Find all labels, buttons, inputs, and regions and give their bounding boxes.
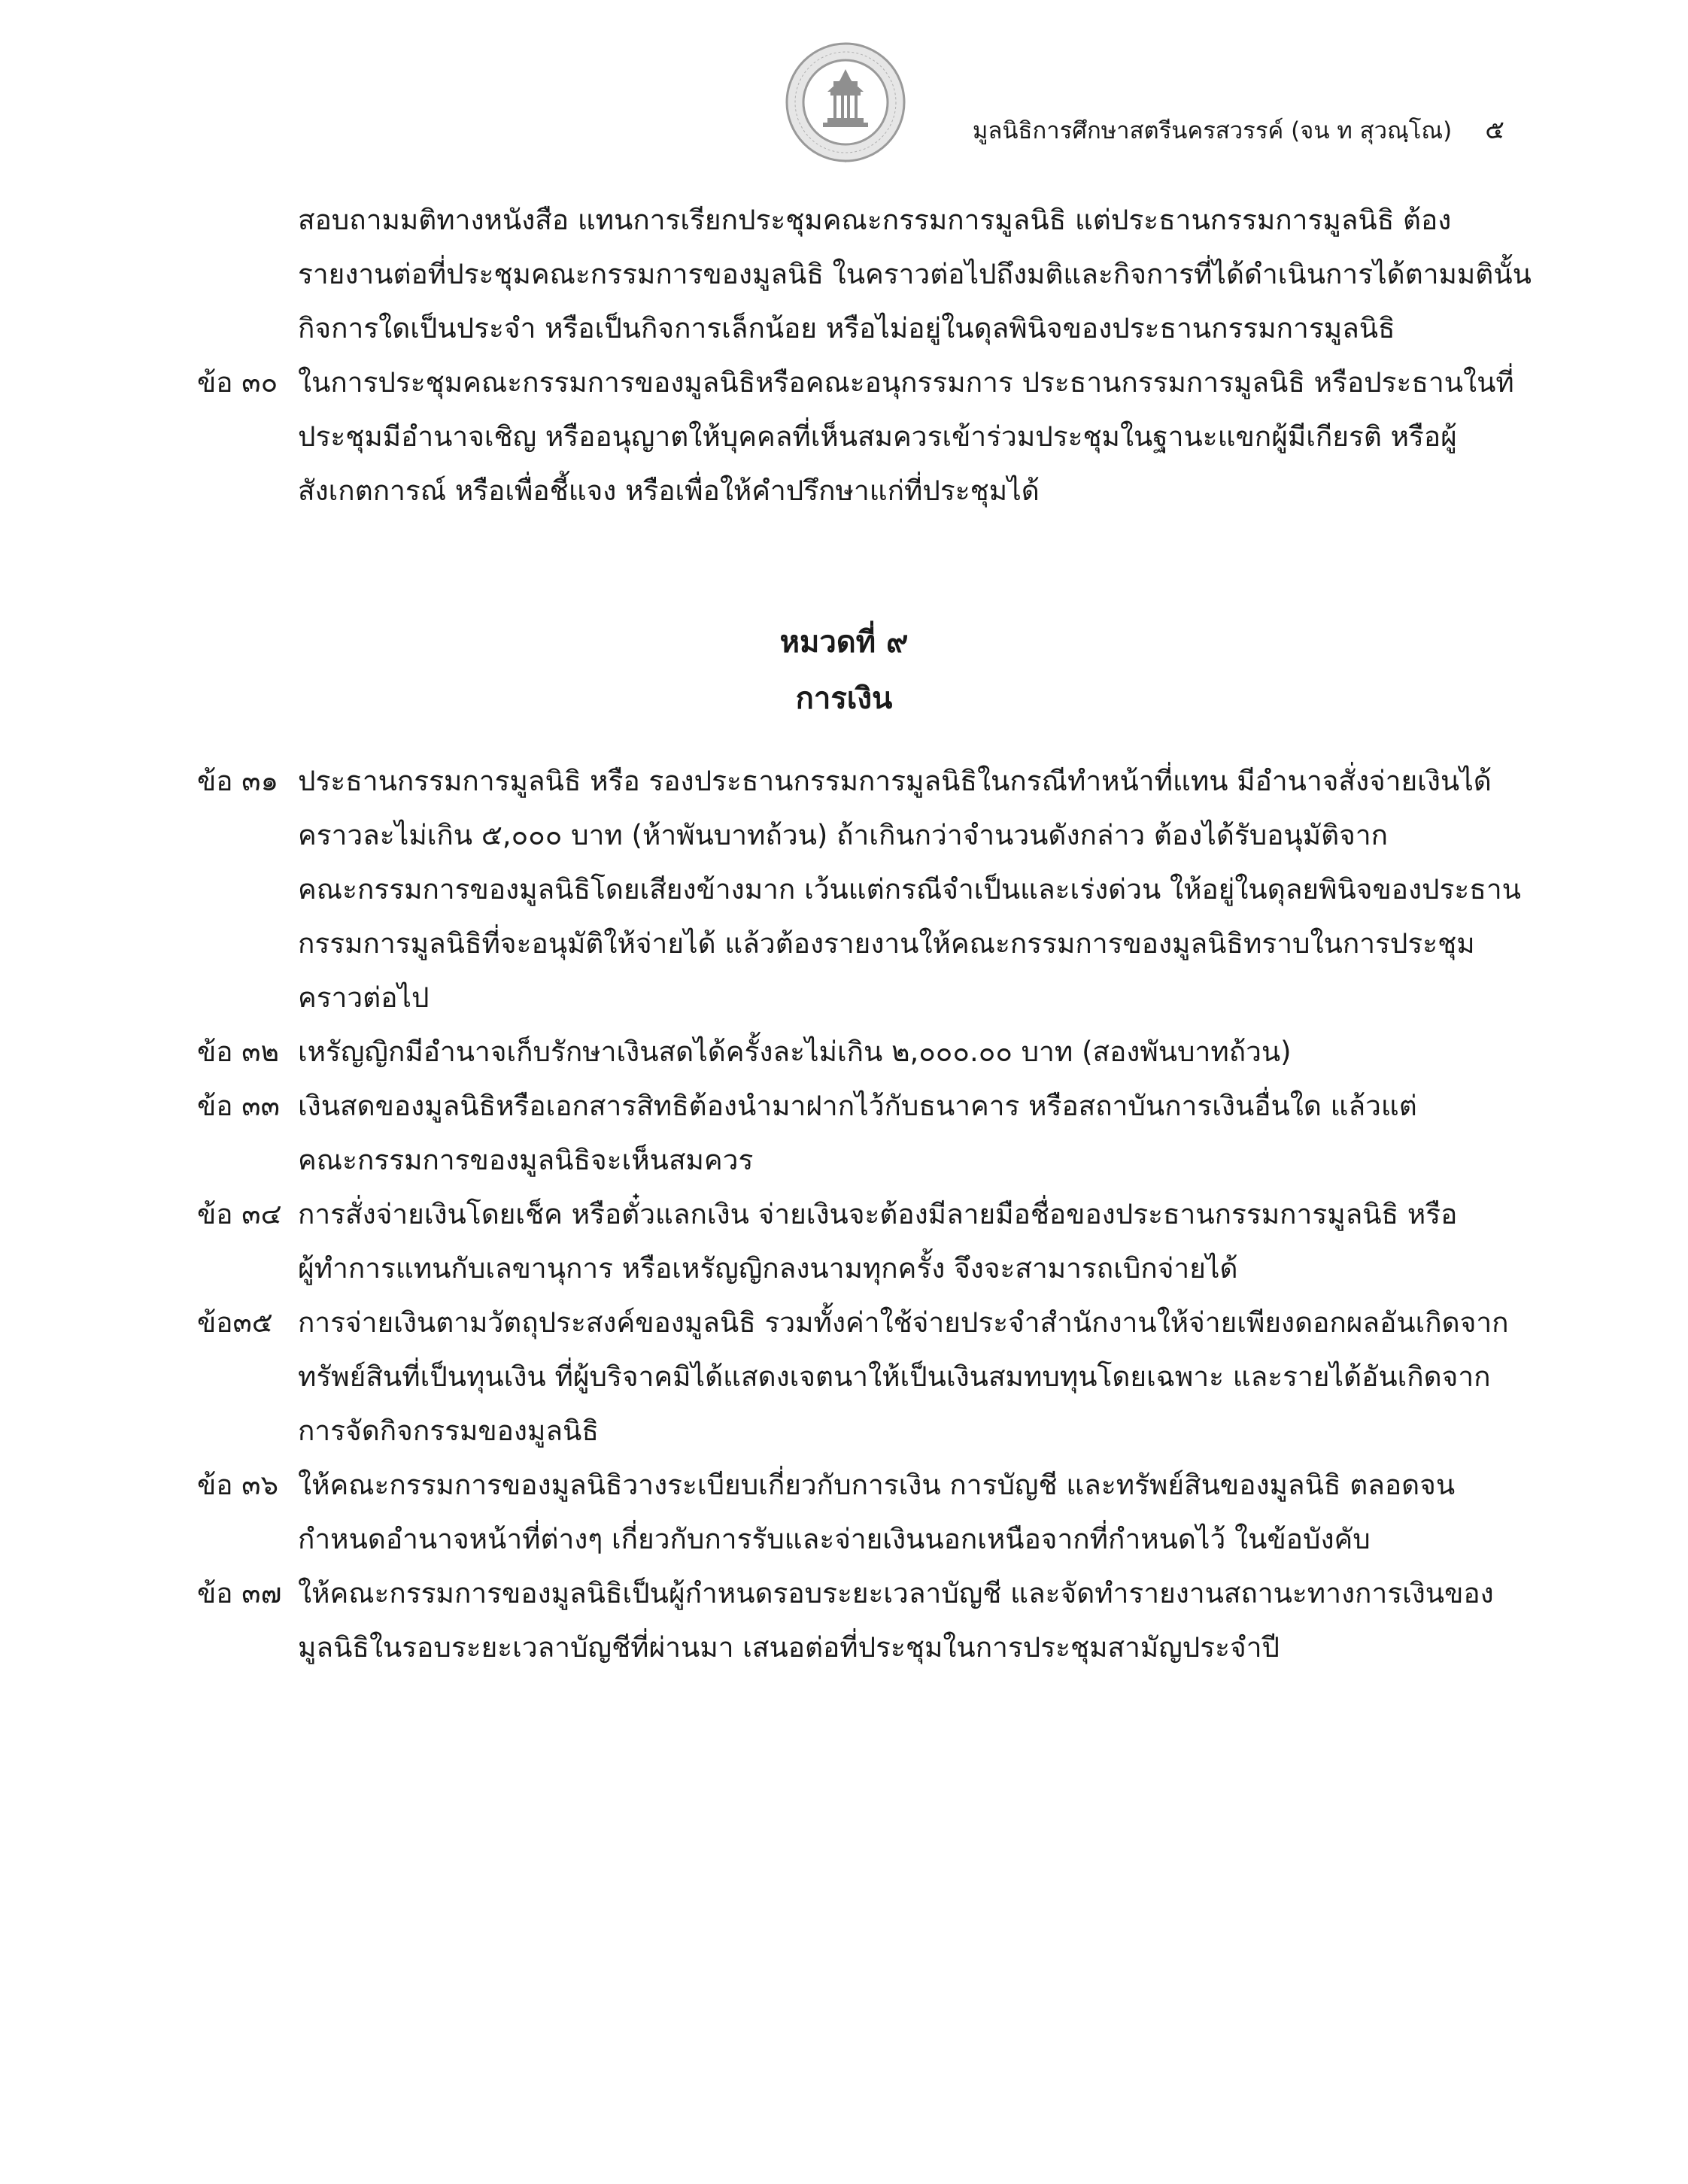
body-line: เงินสดของมูลนิธิหรือเอกสารสิทธิต้องนำมาฝากไว้กับธนาคาร หรือสถาบันการเงินอื่นใด แล้วแต่ — [298, 1090, 1417, 1122]
clause-label: ข้อ ๓๒ — [197, 1036, 279, 1068]
body-line: ประธานกรรมการมูลนิธิ หรือ รองประธานกรรมการมูลนิธิในกรณีทำหน้าที่แทน มีอำนาจสั่งจ่ายเงินได้ — [298, 765, 1492, 797]
body-line: เหรัญญิกมีอำนาจเก็บรักษาเงินสดได้ครั้งละไม่เกิน ๒,๐๐๐.๐๐ บาท (สองพันบาทถ้วน) — [298, 1036, 1292, 1068]
body-line: ผู้ทำการแทนกับเลขานุการ หรือเหรัญญิกลงนามทุกครั้ง จึงจะสามารถเบิกจ่ายได้ — [298, 1252, 1238, 1285]
body-line: กรรมการมูลนิธิที่จะอนุมัติให้จ่ายได้ แล้วต้องรายงานให้คณะกรรมการของมูลนิธิทราบในการประชุม — [298, 927, 1475, 960]
body-line: กำหนดอำนาจหน้าที่ต่างๆ เกี่ยวกับการรับและจ่ายเงินนอกเหนือจากที่กำหนดไว้ ในข้อบังคับ — [298, 1523, 1371, 1555]
clause-label: ข้อ ๓๑ — [197, 765, 279, 797]
body-line: การสั่งจ่ายเงินโดยเช็ค หรือตั๋วแลกเงิน จ่ายเงินจะต้องมีลายมือชื่อของประธานกรรมการมูลนิธิ หรือ — [298, 1198, 1458, 1230]
body-line: การจ่ายเงินตามวัตถุประสงค์ของมูลนิธิ รวมทั้งค่าใช้จ่ายประจำสำนักงานให้จ่ายเพียงดอกผลอันเกิดจาก — [298, 1306, 1509, 1339]
body-line: สอบถามมติทางหนังสือ แทนการเรียกประชุมคณะกรรมการมูลนิธิ แต่ประธานกรรมการมูลนิธิ ต้อง — [298, 204, 1452, 236]
body-line: คณะกรรมการของมูลนิธิจะเห็นสมควร — [298, 1144, 754, 1176]
body-line: การจัดกิจกรรมของมูลนิธิ — [298, 1415, 599, 1447]
body-line: กิจการใดเป็นประจำ หรือเป็นกิจการเล็กน้อย หรือไม่อยู่ในดุลพินิจของประธานกรรมการมูลนิธิ — [298, 312, 1395, 344]
clause-label: ข้อ ๓๓ — [197, 1090, 280, 1122]
clause-label: ข้อ ๓๔ — [197, 1198, 282, 1230]
body-line: รายงานต่อที่ประชุมคณะกรรมการของมูลนิธิ ในคราวต่อไปถึงมติและกิจการที่ได้ดำเนินการได้ตามมตินั้น — [298, 258, 1532, 290]
body-line: ให้คณะกรรมการของมูลนิธิวางระเบียบเกี่ยวกับการเงิน การบัญชี และทรัพย์สินของมูลนิธิ ตลอดจน — [298, 1469, 1456, 1501]
clause-label: ข้อ ๓๐ — [197, 366, 278, 399]
running-title: มูลนิธิการศึกษาสตรีนครสวรรค์ (จน ท สุวณฺโณ) — [972, 117, 1453, 144]
page-number: ๕ — [1485, 115, 1504, 145]
body-line: คราวต่อไป — [298, 981, 430, 1014]
body-line: คราวละไม่เกิน ๕,๐๐๐ บาท (ห้าพันบาทถ้วน) ถ้าเกินกว่าจำนวนดังกล่าว ต้องได้รับอนุมัติจาก — [298, 819, 1388, 851]
body-line: ให้คณะกรรมการของมูลนิธิเป็นผู้กำหนดรอบระยะเวลาบัญชี และจัดทำรายงานสถานะทางการเงินของ — [298, 1577, 1494, 1609]
body-line: ในการประชุมคณะกรรมการของมูลนิธิหรือคณะอนุกรรมการ ประธานกรรมการมูลนิธิ หรือประธานในที่ — [298, 366, 1514, 399]
clause-label: ข้อ๓๕ — [197, 1306, 273, 1339]
body-line: สังเกตการณ์ หรือเพื่อชี้แจง หรือเพื่อให้คำปรึกษาแก่ที่ประชุมได้ — [298, 475, 1040, 507]
clause-label: ข้อ ๓๖ — [197, 1469, 279, 1501]
body-line: ทรัพย์สินที่เป็นทุนเงิน ที่ผู้บริจาคมิได้แสดงเจตนาให้เป็นเงินสมทบทุนโดยเฉพาะ และรายได้อันเกิดจาก — [298, 1360, 1491, 1393]
foundation-seal-logo — [770, 27, 921, 177]
chapter-title: การเงิน — [795, 681, 893, 716]
body-line: ประชุมมีอำนาจเชิญ หรืออนุญาตให้บุคคลที่เห็นสมควรเข้าร่วมประชุมในฐานะแขกผู้มีเกียรติ หรือผู้ — [298, 420, 1457, 453]
body-line: คณะกรรมการของมูลนิธิโดยเสียงข้างมาก เว้นแต่กรณีจำเป็นและเร่งด่วน ให้อยู่ในดุลยพินิจของประธาน — [298, 873, 1521, 905]
clause-label: ข้อ ๓๗ — [197, 1577, 282, 1609]
chapter-number: หมวดที่ ๙ — [779, 625, 909, 660]
body-line: มูลนิธิในรอบระยะเวลาบัญชีที่ผ่านมา เสนอต่อที่ประชุมในการประชุมสามัญประจำปี — [298, 1631, 1280, 1664]
running-header — [973, 111, 1504, 150]
